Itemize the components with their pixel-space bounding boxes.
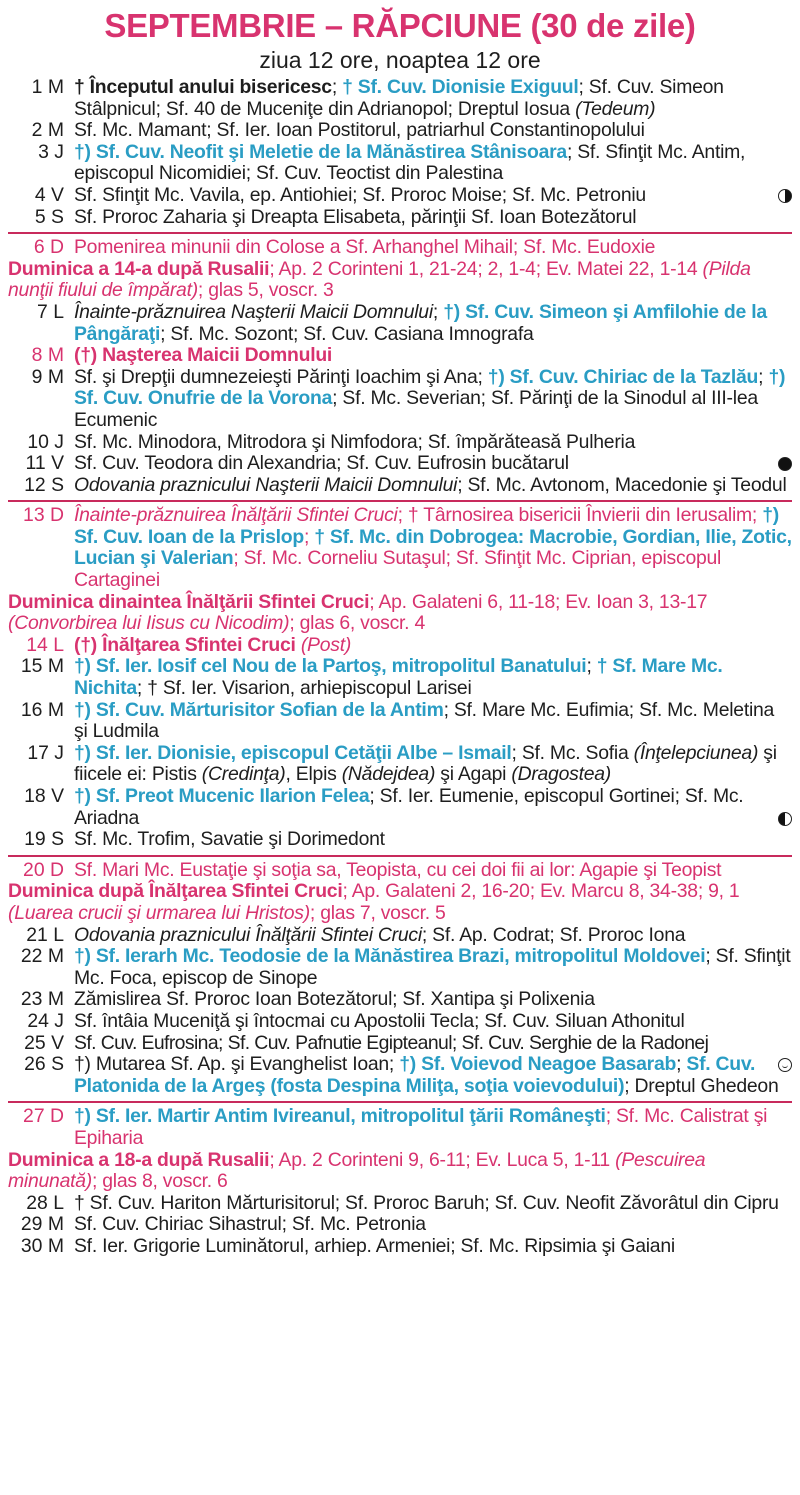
day-entry — [74, 237, 792, 259]
new-moon-icon — [778, 457, 792, 471]
entry-italic: Înainte-prăznuirea Înălţării Sfintei Cruci — [74, 504, 398, 527]
calendar-row-30 — [8, 1236, 792, 1258]
entry-italic: Odovania praznicului Naşterii Maicii Domnului — [74, 473, 458, 496]
entry-text: ; Sf. Sfinţit Mc. Antim, episcopul Nicomidiei; Sf. Cuv. Teoctist din Palestina — [74, 140, 746, 185]
calendar-row-20 — [8, 860, 792, 882]
day-number: 26 S — [24, 1053, 64, 1076]
entry-text: ; Sf. Ier. Eumenie, episcopul Gortinei; Sf. Mc. Ariadna — [74, 785, 744, 829]
entry-text: Sf. Mari Mc. Eustaţie şi soţia sa, Teopista, cu cei doi fii ai lor: Agapie şi Teopist — [74, 858, 722, 881]
sunday-title: Duminica a 14-a după Rusalii — [8, 257, 270, 280]
entry-italic: (Post) — [300, 633, 352, 656]
calendar-row-11 — [8, 453, 792, 475]
day-number: 20 D — [23, 858, 64, 881]
entry-text: ; Sf. Mc. Severian; Sf. Părinţi de la Sinodul al III-lea Ecumenic — [74, 387, 758, 431]
calendar-row-13 — [8, 505, 792, 591]
romanian-saint: †) Sf. Ier. Dionisie, episcopul Cetăţii Albe – Ismail — [74, 741, 512, 764]
romanian-saint: † Sf. Mare Mc. Nichita — [74, 655, 723, 700]
entry-italic: (Tedeum) — [575, 97, 656, 120]
entry-text: ; — [303, 525, 315, 548]
day-number: 9 M — [31, 365, 64, 388]
romanian-saint: †) Sf. Ier. Iosif cel Nou de la Partoş, mitropolitul Banatului — [74, 655, 587, 678]
calendar-row-25 — [8, 1033, 792, 1055]
entry-text: ; Sf. Mc. Sozont; Sf. Cuv. Casiana Imnografa — [160, 322, 534, 345]
romanian-saint: †) Sf. Cuv. Mărturisitor Sofian de la Antim — [74, 698, 444, 721]
entry-text: ; † Sf. Ier. Visarion, arhiepiscopul Larisei — [136, 677, 472, 700]
day-entry — [74, 656, 792, 699]
entry-text: şi Agapi — [435, 763, 512, 786]
day-entry — [74, 989, 792, 1011]
calendar-row-1 — [8, 77, 792, 120]
readings-italic: (Luarea crucii şi urmarea lui Hristos) — [8, 901, 310, 924]
entry-italic: Înainte-prăznuirea Naşterii Maicii Domnului — [74, 300, 433, 323]
entry-text: ; Sf. Cuv. Simeon Stâlpnicul; Sf. 40 de Muceniţe din Adrianopol; Dreptul Iosua — [74, 76, 724, 120]
day-entry — [74, 207, 792, 229]
day-entry — [74, 1054, 792, 1097]
calendar-row-15 — [8, 656, 792, 699]
entry-text: †) Mutarea Sf. Ap. şi Evanghelist Ioan; — [74, 1053, 400, 1076]
entry-text: ; Sf. Sfinţit Mc. Foca, episcop de Sinope — [74, 945, 791, 989]
entry-text: ; Sf. Mc. Calistrat şi Epiharia — [74, 1105, 768, 1149]
entry-text: Pomenirea minunii din Colose a Sf. Arhanghel Mihail; Sf. Mc. Eudoxie — [74, 236, 656, 259]
readings-italic: (Convorbirea lui Iisus cu Nicodim) — [8, 612, 290, 635]
feast-bold: † Începutul anului bisericesc — [74, 76, 332, 98]
sunday-readings — [8, 592, 792, 635]
entry-text: ; † Târnosirea bisericii Învierii din Ierusalim; — [397, 504, 763, 527]
romanian-saint: † Sf. Cuv. Dionisie Exiguul — [342, 76, 579, 98]
entry-text: ; — [758, 365, 769, 388]
full-moon-icon — [778, 1058, 792, 1072]
calendar-row-9 — [8, 367, 792, 432]
entry-text: Sf. Mc. Trofim, Savatie şi Dorimedont — [74, 828, 385, 851]
calendar-row-3 — [8, 142, 792, 185]
day-number: 28 L — [26, 1191, 64, 1214]
entry-text: Sf. Cuv. Eufrosina; Sf. Cuv. Pafnutie Egipteanul; Sf. Cuv. Serghie de la Radonej — [74, 1031, 709, 1054]
calendar-row-10 — [8, 432, 792, 454]
day-number: 18 V — [24, 785, 64, 807]
calendar-row-28 — [8, 1193, 792, 1215]
entry-text: ; Sf. Mc. Sofia — [511, 741, 634, 764]
entry-italic: (Nădejdea) — [341, 763, 436, 786]
romanian-saint: †) Sf. Ierarh Mc. Teodosie de la Mănăstirea Brazi, mitropolitul Moldovei — [74, 945, 706, 968]
romanian-saint: Sf. Cuv. Platonida de la Argeş (fosta Despina Miliţa, soţia voievodului) — [74, 1053, 756, 1097]
entry-text: ; Sf. Mc. Avtonom, Macedonie şi Teodul — [457, 473, 787, 496]
romanian-saint: †) Sf. Preot Mucenic Ilarion Felea — [74, 785, 370, 807]
day-number: 17 J — [27, 741, 64, 764]
day-number: 21 L — [26, 923, 64, 946]
sunday-readings — [8, 881, 792, 924]
day-entry — [74, 1193, 792, 1215]
romanian-saint: †) Sf. Cuv. Chiriac de la Tazlău — [487, 365, 759, 388]
entry-text: ; Sf. Ap. Codrat; Sf. Proroc Iona — [421, 923, 686, 946]
calendar-row-27 — [8, 1106, 792, 1149]
day-entry — [74, 1106, 792, 1149]
calendar-row-22 — [8, 946, 792, 989]
day-number: 14 L — [26, 633, 64, 656]
entry-text: Sf. Sfinţit Mc. Vavila, ep. Antiohiei; Sf. Proroc Moise; Sf. Mc. Petroniu — [74, 183, 646, 206]
calendar-row-26 — [8, 1054, 792, 1097]
day-number: 2 M — [31, 119, 64, 142]
entry-text: Sf. Mc. Mamant; Sf. Ier. Ioan Postitorul, patriarhul Constantinopolului — [74, 119, 645, 142]
calendar-row-7 — [8, 302, 792, 345]
day-entry — [74, 743, 792, 786]
day-number: 24 J — [27, 1009, 64, 1032]
entry-text: ; — [331, 76, 343, 98]
week-divider — [8, 500, 792, 502]
feast-bold: (†) Naşterea Maicii Domnului — [74, 344, 333, 367]
romanian-saint: †) Sf. Ier. Martir Antim Ivireanul, mitropolitul ţării Româneşti — [74, 1105, 606, 1128]
calendar-row-18 — [8, 786, 792, 829]
sunday-readings — [8, 259, 792, 302]
week-divider — [8, 855, 792, 857]
entry-text: ; — [432, 300, 444, 323]
entry-text: , Elpis — [285, 763, 342, 786]
day-number: 13 D — [23, 504, 64, 527]
day-number: 11 V — [25, 452, 64, 475]
day-number: 22 M — [20, 945, 64, 968]
day-entry — [74, 860, 792, 882]
day-entry — [74, 829, 792, 851]
day-number: 6 D — [33, 236, 64, 259]
day-entry — [74, 367, 792, 432]
calendar-row-17 — [8, 743, 792, 786]
sunday-readings — [8, 1150, 792, 1193]
entry-italic: (Înţelepciunea) — [633, 741, 759, 764]
day-number: 15 M — [20, 655, 64, 678]
readings-text: ; glas 8, voscr. 6 — [91, 1170, 228, 1193]
calendar-row-6 — [8, 237, 792, 259]
day-entry — [74, 505, 792, 591]
calendar-row-24 — [8, 1011, 792, 1033]
readings-text: ; glas 7, voscr. 5 — [309, 901, 446, 924]
week-divider — [8, 1101, 792, 1103]
entry-text: ; Sf. Mc. Corneliu Sutaşul; Sf. Sfinţit Mc. Ciprian, episcopul Cartaginei — [74, 547, 722, 592]
day-entry — [74, 1033, 792, 1055]
readings-italic: (Pescuirea minunată) — [8, 1148, 706, 1193]
day-number: 27 D — [23, 1105, 64, 1128]
entry-text: Sf. Mc. Minodora, Mitrodora şi Nimfodora; Sf. împărăteasă Pulheria — [74, 430, 636, 453]
week-divider — [8, 232, 792, 234]
sunday-title: Duminica a 18-a după Rusalii — [8, 1148, 270, 1171]
calendar-row-5 — [8, 207, 792, 229]
calendar-row-19 — [8, 829, 792, 851]
day-entry — [74, 925, 792, 947]
day-entry — [74, 77, 792, 120]
entry-text: Sf. Cuv. Chiriac Sihastrul; Sf. Mc. Petronia — [74, 1213, 426, 1236]
sunday-title: Duminica după Înălţarea Sfintei Cruci — [8, 880, 343, 903]
romanian-saint: †) Sf. Cuv. Ioan de la Prislop — [74, 504, 779, 548]
day-number: 29 M — [20, 1213, 64, 1236]
readings-text: ; glas 6, voscr. 4 — [289, 612, 425, 635]
day-entry — [74, 1011, 792, 1033]
entry-text: Sf. întâia Muceniţă şi întocmai cu Apostolii Tecla; Sf. Cuv. Siluan Athonitul — [74, 1009, 685, 1032]
entry-text: ; — [676, 1053, 687, 1076]
entry-text: Sf. Cuv. Teodora din Alexandria; Sf. Cuv. Eufrosin bucătarul — [74, 452, 569, 475]
day-entry — [74, 302, 792, 345]
romanian-saint: †) Sf. Cuv. Onufrie de la Vorona — [74, 365, 786, 410]
day-entry — [74, 700, 792, 743]
calendar-row-23 — [8, 989, 792, 1011]
readings-text: ; Ap. 2 Corinteni 9, 6-11; Ev. Luca 5, 1-11 — [269, 1148, 616, 1171]
romanian-saint: † Sf. Mc. din Dobrogea: Macrobie, Gordian, Ilie, Zotic, Lucian şi Valerian — [74, 525, 792, 570]
romanian-saint: †) Sf. Cuv. Simeon şi Amfilohie de la Pângăraţi — [74, 300, 767, 345]
entry-text: Sf. Proroc Zaharia şi Dreapta Elisabeta, părinţii Sf. Ioan Botezătorul — [74, 205, 637, 228]
last-quarter-moon-icon — [778, 189, 792, 203]
day-number: 25 V — [24, 1031, 64, 1054]
month-title: SEPTEMBRIE – RĂPCIUNE (30 de zile) — [104, 7, 696, 44]
entry-text: ; Dreptul Ghedeon — [624, 1074, 779, 1097]
entry-text: Sf. şi Drepţii dumnezeieşti Părinţi Ioachim şi Ana; — [74, 365, 488, 388]
day-entry — [74, 1236, 792, 1258]
day-number: 12 S — [24, 473, 64, 496]
day-entry — [74, 432, 792, 454]
readings-italic: (Pilda nunţii fiului de împărat) — [8, 257, 751, 302]
entry-italic: Odovania praznicului Înălţării Sfintei Cruci — [74, 923, 422, 946]
day-entry — [74, 1214, 792, 1236]
entry-text: Sf. Ier. Grigorie Luminătorul, arhiep. Armeniei; Sf. Mc. Ripsimia şi Gaiani — [74, 1234, 675, 1257]
readings-text: ; Ap. 2 Corinteni 1, 21-24; 2, 1-4; Ev. Matei 22, 1-14 — [269, 257, 703, 280]
entry-text: ; Sf. Mare Mc. Eufimia; Sf. Mc. Meletina şi Ludmila — [74, 698, 775, 743]
entry-italic: (Credinţa) — [201, 763, 286, 786]
readings-text: ; Ap. Galateni 2, 16-20; Ev. Marcu 8, 34-38; 9, 1 — [342, 880, 740, 903]
day-entry — [74, 345, 792, 367]
day-number: 10 J — [27, 430, 64, 453]
day-number: 3 J — [38, 140, 64, 163]
day-number: 8 M — [31, 344, 64, 367]
calendar-row-2 — [8, 120, 792, 142]
entry-text: ; — [586, 655, 597, 678]
day-entry — [74, 786, 792, 829]
day-entry — [74, 185, 792, 207]
day-entry — [74, 120, 792, 142]
day-number: 16 M — [20, 698, 64, 721]
calendar-row-29 — [8, 1214, 792, 1236]
sunday-title: Duminica dinaintea Înălţării Sfintei Cruci — [8, 590, 370, 613]
day-number: 4 V — [34, 183, 64, 206]
day-entry — [74, 142, 792, 185]
entry-text: Zămislirea Sf. Proroc Ioan Botezătorul; Sf. Xantipa şi Polixenia — [74, 988, 595, 1011]
readings-text: ; glas 5, voscr. 3 — [197, 279, 334, 302]
romanian-saint: †) Sf. Cuv. Neofit şi Meletie de la Mănăstirea Stânisoara — [74, 140, 567, 163]
day-number: 23 M — [20, 988, 64, 1011]
first-quarter-moon-icon — [778, 812, 792, 826]
calendar-row-4 — [8, 185, 792, 207]
calendar-row-21 — [8, 925, 792, 947]
day-entry — [74, 635, 792, 657]
day-number: 19 S — [24, 828, 64, 851]
calendar-row-16 — [8, 700, 792, 743]
day-number: 30 M — [20, 1234, 64, 1257]
romanian-saint: †) Sf. Voievod Neagoe Basarab — [399, 1053, 677, 1076]
feast-bold: (†) Înălţarea Sfintei Cruci — [74, 633, 301, 656]
day-entry — [74, 453, 792, 475]
day-night-hours: ziua 12 ore, noaptea 12 ore — [259, 47, 541, 73]
entry-text: şi fiicele ei: Pistis — [74, 741, 777, 786]
day-number: 5 S — [34, 205, 64, 228]
day-entry — [74, 475, 792, 497]
calendar-row-8 — [8, 345, 792, 367]
day-number: 1 M — [31, 76, 64, 98]
calendar-row-12 — [8, 475, 792, 497]
calendar-row-14 — [8, 635, 792, 657]
entry-italic: (Dragostea) — [511, 763, 611, 786]
entry-text: † Sf. Cuv. Hariton Mărturisitorul; Sf. Proroc Baruh; Sf. Cuv. Neofit Zăvorâtul din Cipru — [74, 1191, 779, 1214]
readings-text: ; Ap. Galateni 6, 11-18; Ev. Ioan 3, 13-17 — [369, 590, 708, 613]
day-entry — [74, 946, 792, 989]
day-number: 7 L — [37, 300, 64, 323]
